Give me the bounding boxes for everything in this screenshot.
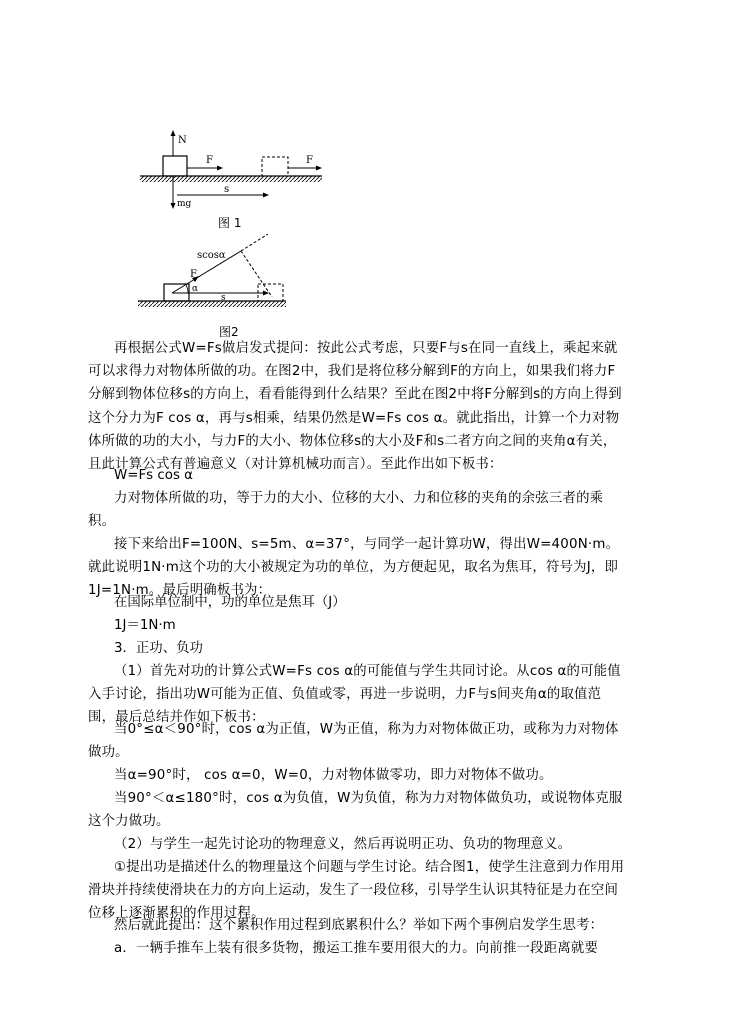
figures-svg <box>0 0 737 340</box>
paragraph-5: （2）与学生一起先讨论功的物理意义，然后再说明正功、负功的物理意义。 <box>114 837 572 852</box>
label-scos: scosα <box>197 250 226 261</box>
case-zero-work: 当α=90°时， cos α=0，W=0，力对物体做零功，即力对物体不做功。 <box>114 768 553 783</box>
figure-2-caption: 图2 <box>219 325 239 339</box>
label-s: s <box>224 184 230 195</box>
label-F-2: F <box>190 269 197 280</box>
section-heading-3: 3．正功、负功 <box>114 641 203 656</box>
paragraph-2: 力对物体所做的功，等于力的大小、位移的大小、力和位移的夹角的余弦三者的乘积。 <box>88 491 604 530</box>
case-positive-work: 当0°≤α＜90°时，cos α为正值，W为正值，称为力对物体做正功，或称为力对物体做功。 <box>88 722 619 761</box>
paragraph-6: ①提出功是描述什么的物理量这个问题与学生讨论。结合图1，使学生注意到力作用用滑块并持续使滑块在力的方向上运动，发生了一段位移，引导学生认识其特征是力在空间位移上逐渐累积的作用过程。 <box>88 860 625 922</box>
paragraph-8: a．一辆手推车上装有很多货物，搬运工推车要用很大的力。向前推一段距离就要 <box>114 941 599 956</box>
perpendicular-dashed <box>241 251 272 297</box>
paragraph-1: 再根据公式W=Fs做启发式提问：按此公式考虑，只要F与s在同一直线上，乘起来就可以求得力对物体所做的功。在图2中，我们是将位移分解到F的方向上，如果我们将力F分解到物体位移s的方向上，看看能得到什么结果？至此在图2中将F分解到s的方向上得到这个分力为F cos α，再与s相乘，结果仍然是W=Fs cos α。就此指出，计算一个力对物体所做的功的大小，与力F的大小、物体位移s的大小及F和s二者方向之间的夹角α有关，且此计算公式有普遍意义（对计算机械功而言）。至此作出如下板书： <box>88 341 622 473</box>
ground-hatch-2 <box>138 301 286 307</box>
label-F-right: F <box>306 155 313 166</box>
paragraph-7: 然后就此提出：这个累积作用过程到底累积什么？举如下两个事例启发学生思考： <box>114 918 604 933</box>
label-mg: mg <box>177 199 192 209</box>
label-alpha: α <box>192 284 199 294</box>
block-dashed-2 <box>258 284 283 301</box>
label-N: N <box>178 135 187 146</box>
unit-equation: 1J＝1N·m <box>114 618 176 633</box>
extension-dashed <box>241 234 268 251</box>
case-negative-work: 当90°＜α≤180°时，cos α为负值，W为负值，称为力对物体做负功，或说物体克服这个力做功。 <box>88 791 623 830</box>
block-2 <box>164 284 189 301</box>
block <box>163 156 187 176</box>
label-F-left: F <box>206 155 213 166</box>
figure-2 <box>138 234 286 307</box>
figure-1-caption: 图 1 <box>218 216 242 230</box>
unit-statement: 在国际单位制中，功的单位是焦耳（J） <box>114 595 346 610</box>
paragraph-4: （1）首先对功的计算公式W=Fs cos α的可能值与学生共同讨论。从cos α的可能值入手讨论，指出功W可能为正值、负值或零，再进一步说明，力F与s间夹角α的取值范围，最后总结并作如下板书： <box>88 664 621 726</box>
ground-hatch <box>140 176 322 182</box>
paragraph-3: 接下来给出F=100N、s=5m、α=37°，与同学一起计算功W，得出W=400N·m。就此说明1N·m这个功的大小被规定为功的单位，为方便起见，取名为焦耳，符号为J，即1J=1N·m。最后明确板书为： <box>88 537 620 599</box>
formula-board-1: W=Fs cos α <box>114 468 194 483</box>
figure-1 <box>140 130 322 209</box>
label-s-2: s <box>221 293 226 303</box>
block-dashed <box>262 157 288 176</box>
angle-arc <box>186 285 188 293</box>
